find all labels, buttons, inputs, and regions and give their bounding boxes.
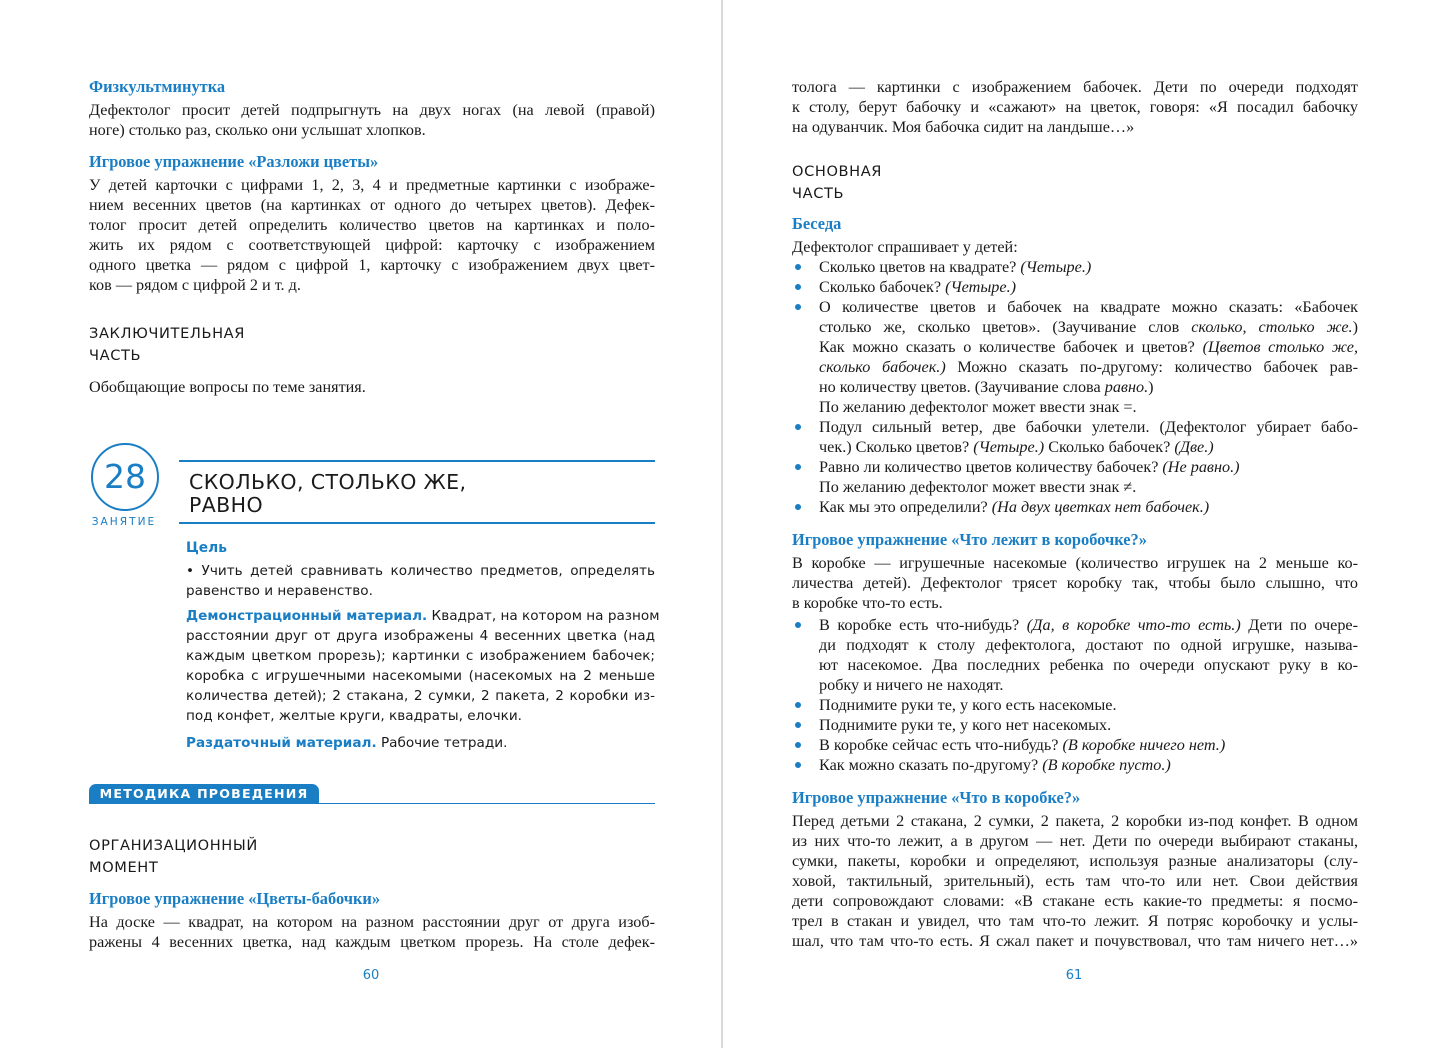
list-item: Сколько бабочек? (Четыре.) xyxy=(792,277,1358,297)
method-tab xyxy=(89,784,319,804)
page-number-right: 61 xyxy=(1065,968,1083,983)
text-line: Обобщающие вопросы по теме занятия. xyxy=(89,378,366,396)
section-heading-osn-2: ЧАСТЬ xyxy=(792,185,845,202)
demo-line: каждым цветком прорезь); картинки с изображением бабочек; xyxy=(186,648,655,664)
lesson-number-badge xyxy=(91,443,159,511)
list-item: Равно ли количество цветов количеству бабочек? (Не равно.) xyxy=(792,457,1358,477)
fizkult-heading: Физкультминутка xyxy=(89,77,226,96)
bullet-icon xyxy=(795,424,801,430)
bullet-icon xyxy=(795,464,801,470)
list-item-cont: но количеству цветов. (Заучивание слова равно.) xyxy=(819,378,1154,396)
bullet-icon xyxy=(795,264,801,270)
lesson-number: 28 xyxy=(104,457,146,496)
list-item-cont: столько же, сколько цветов». (Заучивание слов сколько, столько же.) xyxy=(819,318,1358,336)
section-heading-org-2: МОМЕНТ xyxy=(89,859,159,876)
list-item: Сколько цветов на квадрате? (Четыре.) xyxy=(792,257,1358,277)
list-item: О количестве цветов и бабочек на квадрате можно сказать: «Бабочек xyxy=(792,297,1358,317)
bullet-icon xyxy=(795,622,801,628)
cvety-heading: Игровое упражнение «Цветы-бабочки» xyxy=(89,889,381,908)
section-heading-zakl-1: ЗАКЛЮЧИТЕЛЬНАЯ xyxy=(89,325,245,342)
text-line: Перед детьми 2 стакана, 2 сумки, 2 пакета, 2 коробки из-под конфет. В одном xyxy=(792,812,1358,830)
bullet-icon xyxy=(795,284,801,290)
text-line: Дефектолог просит детей подпрыгнуть на двух ногах (на левой (правой) xyxy=(89,101,655,119)
text-line: в коробке что-то есть. xyxy=(792,594,943,612)
text-line: на одуванчик. Моя бабочка сидит на ландыше…» xyxy=(792,118,1135,136)
text-line: трел в стакан и увидел, что там что-то лежит. Я потряс коробочку и услы- xyxy=(792,912,1358,930)
lesson-label: ЗАНЯТИЕ xyxy=(91,516,157,528)
list-item: Как мы это определили? (На двух цветках нет бабочек.) xyxy=(792,497,1358,517)
text-line: ражены 4 весенних цветка, над каждым цветком прорезь. На столе дефек- xyxy=(89,933,655,951)
bullet-icon xyxy=(795,304,801,310)
list-item-cont: чек.) Сколько цветов? (Четыре.) Сколько бабочек? (Две.) xyxy=(819,438,1214,456)
lesson-title-line-1: СКОЛЬКО, СТОЛЬКО ЖЕ, xyxy=(189,470,467,494)
goal-line: равенство и неравенство. xyxy=(186,583,373,599)
demo-line: коробка с игрушечными насекомыми (насекомых на 2 меньше xyxy=(186,668,655,684)
list-item: Как можно сказать по-другому? (В коробке пусто.) xyxy=(792,755,1358,775)
text-line: ноге) столько раз, сколько они услышат хлопков. xyxy=(89,121,426,139)
text-line: из них что-то лежит, а в другом — нет. Дети по очереди выбирают стаканы, xyxy=(792,832,1358,850)
list-item: Поднимите руки те, у кого есть насекомые. xyxy=(792,695,1358,715)
list-item-cont: По желанию дефектолог может ввести знак =. xyxy=(819,398,1137,416)
bullet-icon xyxy=(795,762,801,768)
bullet-icon xyxy=(795,742,801,748)
razd-label: Раздаточный материал. xyxy=(186,735,377,751)
list-item: Подул сильный ветер, две бабочки улетели. (Дефектолог убирает бабо- xyxy=(792,417,1358,437)
text-line: На доске — квадрат, на котором на разном расстоянии друг от друга изоб- xyxy=(89,913,655,931)
razd-line: Раздаточный материал. Рабочие тетради. xyxy=(186,735,508,751)
page-left xyxy=(0,0,722,1048)
text-line: одного цветка — рядом с цифрой 1, карточку с изображением двух цвет- xyxy=(89,256,655,274)
top-rule xyxy=(179,460,655,462)
vkorob-heading: Игровое упражнение «Что в коробке?» xyxy=(792,788,1081,807)
text-line: дети сопровождают словами: «В стакане есть какие-то предметы: я посмо- xyxy=(792,892,1358,910)
bullet-icon xyxy=(795,702,801,708)
section-heading-osn-1: ОСНОВНАЯ xyxy=(792,163,883,180)
demo-line: расстоянии друг от друга изображены 4 весенних цветка (над xyxy=(186,628,655,644)
text-line: сумки, пакеты, коробки и определяют, используя разные анализаторы (слу- xyxy=(792,852,1358,870)
method-tab-label: МЕТОДИКА ПРОВЕДЕНИЯ xyxy=(99,786,309,801)
razlozhi-heading: Игровое упражнение «Разложи цветы» xyxy=(89,152,379,171)
demo-line: количества детей); 2 стакана, 2 сумки, 2 пакета, 2 коробки из- xyxy=(186,688,655,704)
text-line: к столу, берут бабочку и «сажают» на цветок, говоря: «Я посадил бабочку xyxy=(792,98,1358,116)
text-line: ховой, тактильный, зрительный), есть там что-то или нет. Свои действия xyxy=(792,872,1358,890)
section-heading-zakl-2: ЧАСТЬ xyxy=(89,347,142,364)
list-item-cont: Как можно сказать о количестве бабочек и цветов? (Цветов столько же, xyxy=(819,338,1358,356)
page-right xyxy=(723,0,1445,1048)
bullet-icon xyxy=(795,504,801,510)
text-line: толога — картинки с изображением бабочек. Дети по очереди подходят xyxy=(792,78,1358,96)
section-heading-org-1: ОРГАНИЗАЦИОННЫЙ xyxy=(89,837,258,854)
bottom-rule xyxy=(179,522,655,524)
list-item-cont: По желанию дефектолог может ввести знак ≠. xyxy=(819,478,1137,496)
beseda-heading: Беседа xyxy=(792,214,842,233)
text-line: нием весенних цветов (на картинках от одного до четырех цветов). Дефек- xyxy=(89,196,655,214)
list-item: В коробке есть что-нибудь? (Да, в коробке что-то есть.) Дети по очере- xyxy=(792,615,1358,635)
text-line: У детей карточки с цифрами 1, 2, 3, 4 и предметные картинки с изображе- xyxy=(89,176,655,194)
text-line: шал, что там что-то есть. Я сжал пакет и почувствовал, что там ничего нет…» xyxy=(792,932,1358,950)
list-item-cont: ют насекомое. Два последних ребенка по очереди опускают руку в ко- xyxy=(819,656,1358,674)
text-line: толог просит детей определить количество цветов на картинках и поло- xyxy=(89,216,655,234)
text-line: личества детей). Дефектолог трясет коробку так, чтобы было слышно, что xyxy=(792,574,1358,592)
bullet-icon xyxy=(795,722,801,728)
demo-first-line: Демонстрационный материал. Квадрат, на котором на разном xyxy=(186,608,660,624)
lesson-title-line-2: РАВНО xyxy=(189,493,264,517)
list-item-cont: ди подходят к столу дефектолога, достают по одной игрушке, называ- xyxy=(819,636,1358,654)
text-line: жить их рядом с соответствующей цифрой: карточку с изображением xyxy=(89,236,655,254)
text-line: ков — рядом с цифрой 2 и т. д. xyxy=(89,276,301,294)
korob-heading: Игровое упражнение «Что лежит в коробочке?» xyxy=(792,530,1147,549)
goal-heading: Цель xyxy=(186,540,227,556)
demo-label: Демонстрационный материал. xyxy=(186,608,428,624)
page-number-left: 60 xyxy=(362,968,380,983)
goal-line: • Учить детей сравнивать количество предметов, определять xyxy=(186,563,655,579)
list-item-cont: робку и ничего не находят. xyxy=(819,676,1004,694)
text-line: В коробке — игрушечные насекомые (количество игрушек на 2 меньше ко- xyxy=(792,554,1358,572)
list-item: В коробке сейчас есть что-нибудь? (В коробке ничего нет.) xyxy=(792,735,1358,755)
list-item-cont: сколько бабочек.) Можно сказать по-другому: количество бабочек рав- xyxy=(819,358,1358,376)
text-line: Дефектолог спрашивает у детей: xyxy=(792,238,1018,256)
list-item: Поднимите руки те, у кого нет насекомых. xyxy=(792,715,1358,735)
demo-line: под конфет, желтые круги, квадраты, елочки. xyxy=(186,708,522,724)
method-rule xyxy=(89,803,655,804)
